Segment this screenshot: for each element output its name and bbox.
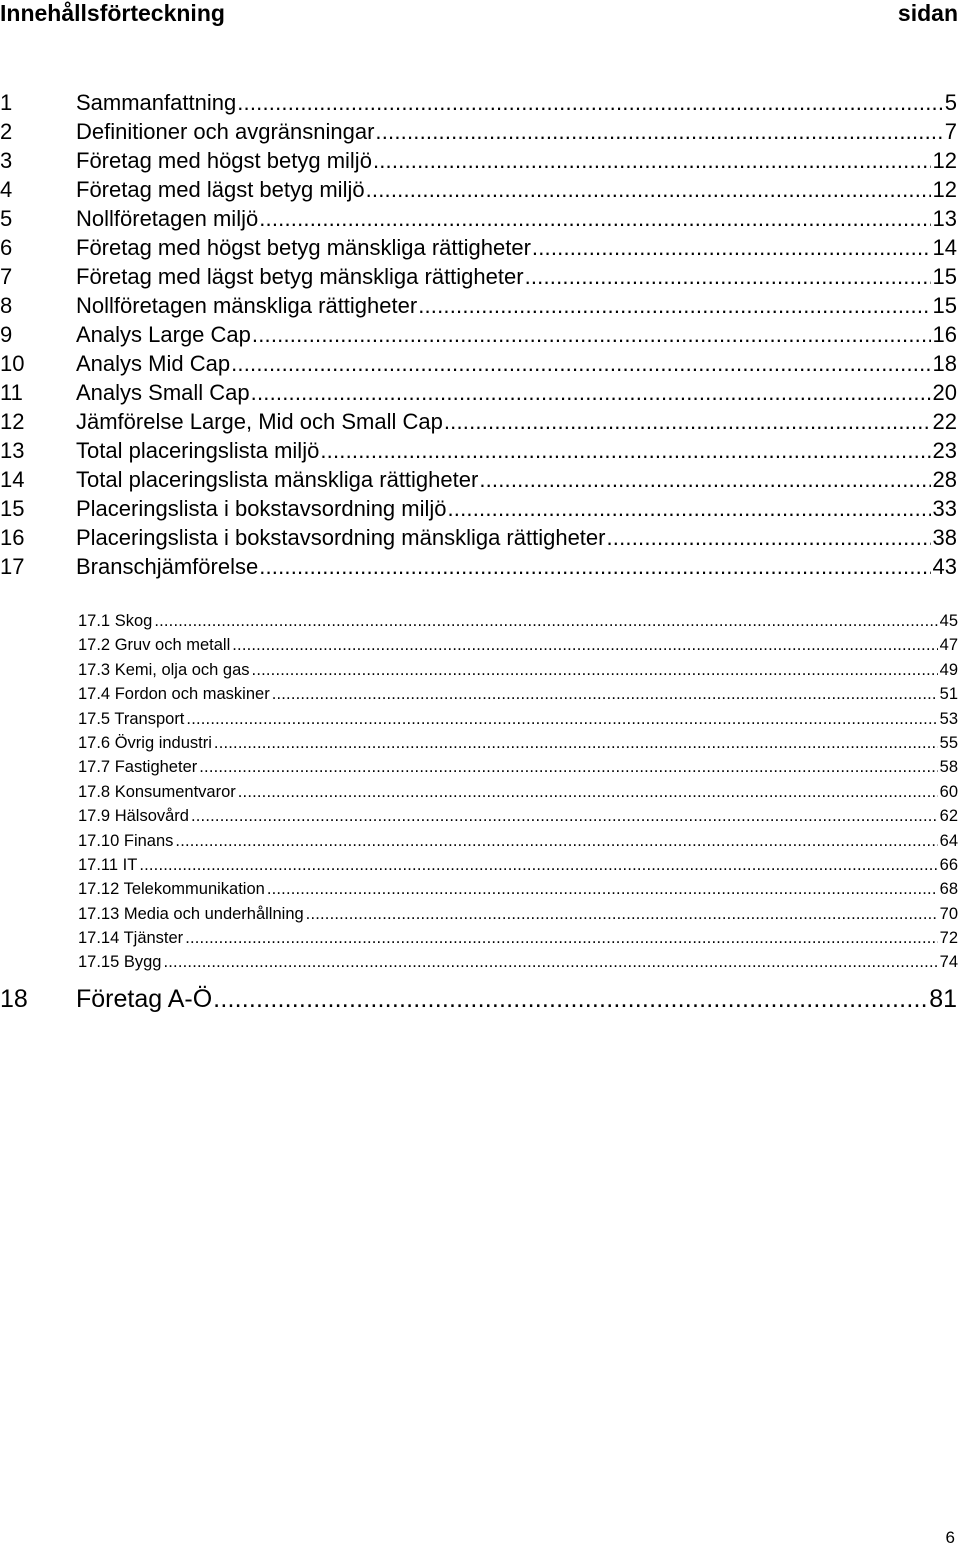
dot-leader (418, 291, 930, 320)
toc-entry-page: 43 (932, 554, 957, 579)
dot-leader (163, 950, 937, 974)
dot-leader (231, 349, 930, 378)
toc-subentry-title: 17.7 Fastigheter (78, 758, 198, 777)
toc-entry-7[interactable] (0, 262, 960, 291)
dot-leader (375, 117, 942, 146)
toc-subentry[interactable] (78, 682, 960, 706)
toc-subentry-title: 17.12 Telekommunikation (78, 880, 265, 899)
toc-entry-page: 15 (932, 264, 957, 289)
toc-subentry-page: 64 (939, 831, 958, 850)
toc-entry-15[interactable] (0, 494, 960, 523)
toc-entry-number: 1 (0, 90, 13, 115)
toc-subentry-title: 17.9 Hälsovård (78, 807, 189, 826)
dot-leader (214, 731, 938, 755)
toc-subentry-page: 60 (939, 782, 958, 801)
toc-entry-16[interactable] (0, 523, 960, 552)
dot-leader (267, 877, 938, 901)
page-column-label: sidan (897, 0, 958, 26)
toc-entry-title: Företag A-Ö (76, 985, 213, 1013)
dot-leader (232, 633, 937, 657)
toc-entry-page: 20 (932, 380, 957, 405)
toc-entry-number: 12 (0, 409, 25, 434)
toc-subentry[interactable] (78, 829, 960, 853)
toc-subentry-page: 53 (939, 709, 958, 728)
toc-subentry-page: 66 (939, 855, 958, 874)
toc-entry-title: Nollföretagen mänskliga rättigheter (76, 293, 418, 318)
toc-entry-page: 22 (932, 409, 957, 434)
toc-subentry-page: 62 (939, 807, 958, 826)
toc-heading: Innehållsförteckning (0, 0, 225, 26)
toc-subentry-title: 17.5 Transport (78, 709, 185, 728)
toc-subentry-title: 17.13 Media och underhållning (78, 904, 304, 923)
toc-entry-18[interactable] (0, 982, 960, 1016)
toc-subentry-title: 17.2 Gruv och metall (78, 636, 231, 655)
toc-entry-number: 8 (0, 293, 13, 318)
dot-leader (186, 707, 937, 731)
toc-entry-5[interactable] (0, 204, 960, 233)
toc-subentry-page: 58 (939, 758, 958, 777)
toc-entry-title: Analys Small Cap (76, 380, 250, 405)
toc-entry-title: Total placeringslista miljö (76, 438, 320, 463)
toc-entry-page: 16 (932, 322, 957, 347)
toc-entry-number: 18 (0, 985, 28, 1013)
toc-entry-1[interactable] (0, 88, 960, 117)
toc-entry-number: 10 (0, 351, 25, 376)
toc-entry-page: 12 (932, 148, 957, 173)
toc-entry-page: 33 (932, 496, 957, 521)
toc-final-entry (0, 982, 960, 1016)
toc-subentry[interactable] (78, 853, 960, 877)
toc-subentry[interactable] (78, 609, 960, 633)
dot-leader (175, 829, 937, 853)
toc-subentry-page: 47 (939, 636, 958, 655)
dot-leader (320, 436, 930, 465)
toc-entry-title: Företag med lägst betyg mänskliga rättigheter (76, 264, 524, 289)
toc-subentry[interactable] (78, 877, 960, 901)
toc-subentry[interactable] (78, 707, 960, 731)
toc-entry-number: 6 (0, 235, 13, 260)
toc-entry-title: Branschjämförelse (76, 554, 259, 579)
dot-leader (306, 902, 938, 926)
toc-entry-number: 3 (0, 148, 13, 173)
toc-entry-title: Analys Large Cap (76, 322, 251, 347)
toc-entry-number: 14 (0, 467, 25, 492)
dot-leader (191, 804, 938, 828)
toc-subentry[interactable] (78, 633, 960, 657)
toc-entry-title: Analys Mid Cap (76, 351, 231, 376)
toc-subentry-page: 55 (939, 733, 958, 752)
toc-subentry-page: 45 (939, 612, 958, 630)
toc-entry-page: 38 (932, 525, 957, 550)
toc-entry-9[interactable] (0, 320, 960, 349)
toc-entry-number: 17 (0, 554, 25, 579)
page-number: 6 (945, 1528, 955, 1547)
dot-leader (259, 552, 930, 581)
toc-subentry-title: 17.1 Skog (78, 612, 153, 630)
dot-leader (238, 780, 938, 804)
toc-subentry[interactable] (78, 804, 960, 828)
toc-entry-title: Nollföretagen miljö (76, 206, 259, 231)
toc-entry-number: 16 (0, 525, 25, 550)
toc-entry-title: Placeringslista i bokstavsordning mänskliga rättigheter (76, 525, 606, 550)
toc-entry-number: 9 (0, 322, 13, 347)
toc-entry-4[interactable] (0, 175, 960, 204)
toc-entry-14[interactable] (0, 465, 960, 494)
toc-subentry[interactable] (78, 926, 960, 950)
toc-entry-title: Total placeringslista mänskliga rättigheter (76, 467, 479, 492)
toc-entry-title: Definitioner och avgränsningar (76, 119, 375, 144)
toc-entry-page: 81 (929, 985, 957, 1013)
toc-entry-number: 7 (0, 264, 13, 289)
dot-leader (252, 320, 931, 349)
toc-main-list (0, 88, 960, 581)
toc-entry-page: 23 (932, 438, 957, 463)
toc-subentry-title: 17.4 Fordon och maskiner (78, 685, 270, 704)
toc-subentry-page: 74 (939, 953, 958, 972)
toc-entry-page: 18 (932, 351, 957, 376)
toc-subentry[interactable] (78, 755, 960, 779)
toc-entry-page: 12 (932, 177, 957, 202)
toc-entry-3[interactable] (0, 146, 960, 175)
toc-subsection-list (78, 609, 960, 975)
toc-entry-17[interactable] (0, 552, 960, 581)
toc-subentry-title: 17.8 Konsumentvaror (78, 782, 236, 801)
toc-entry-number: 15 (0, 496, 25, 521)
toc-subentry[interactable] (78, 780, 960, 804)
dot-leader (366, 175, 931, 204)
dot-leader (525, 262, 931, 291)
dot-leader (373, 146, 931, 175)
toc-header (0, 0, 958, 30)
toc-entry-title: Placeringslista i bokstavsordning miljö (76, 496, 447, 521)
dot-leader (532, 233, 931, 262)
dot-leader (139, 853, 937, 877)
dot-leader (237, 88, 943, 117)
toc-entry-number: 13 (0, 438, 25, 463)
dot-leader (272, 682, 938, 706)
dot-leader (199, 755, 937, 779)
toc-entry-number: 5 (0, 206, 13, 231)
toc-subentry-page: 72 (939, 929, 958, 948)
toc-subentry-title: 17.10 Finans (78, 831, 174, 850)
toc-entry-page: 15 (932, 293, 957, 318)
dot-leader (259, 204, 930, 233)
toc-entry-number: 11 (0, 380, 23, 405)
toc-subentry-title: 17.6 Övrig industri (78, 733, 212, 752)
dot-leader (448, 494, 931, 523)
toc-entry-12[interactable] (0, 407, 960, 436)
toc-entry-title: Företag med lägst betyg miljö (76, 177, 365, 202)
toc-entry-page: 14 (932, 235, 957, 260)
dot-leader (185, 926, 937, 950)
toc-entry-title: Jämförelse Large, Mid och Small Cap (76, 409, 443, 434)
toc-subentry-page: 51 (939, 685, 958, 704)
toc-entry-10[interactable] (0, 349, 960, 378)
toc-entry-page: 7 (944, 119, 957, 144)
toc-subentry-title: 17.14 Tjänster (78, 929, 184, 948)
toc-subentry[interactable] (78, 731, 960, 755)
toc-entry-page: 28 (932, 467, 957, 492)
toc-entry-page: 13 (932, 206, 957, 231)
toc-entry-number: 2 (0, 119, 13, 144)
dot-leader (479, 465, 930, 494)
dot-leader (213, 982, 927, 1016)
toc-entry-title: Företag med högst betyg miljö (76, 148, 372, 173)
toc-entry-page: 5 (944, 90, 957, 115)
toc-subentry[interactable] (78, 902, 960, 926)
toc-entry-2[interactable] (0, 117, 960, 146)
toc-entry-title: Sammanfattning (76, 90, 237, 115)
toc-subentry-title: 17.11 IT (78, 855, 138, 874)
toc-entry-number: 4 (0, 177, 13, 202)
toc-entry-6[interactable] (0, 233, 960, 262)
toc-entry-11[interactable] (0, 378, 960, 407)
dot-leader (154, 609, 937, 633)
toc-subentry[interactable] (78, 658, 960, 682)
toc-subentry-page: 68 (939, 880, 958, 899)
toc-subentry-page: 70 (939, 904, 958, 923)
toc-subentry-title: 17.3 Kemi, olja och gas (78, 660, 250, 679)
dot-leader (444, 407, 931, 436)
toc-entry-title: Företag med högst betyg mänskliga rättigheter (76, 235, 531, 260)
toc-subentry-page: 49 (939, 660, 958, 679)
toc-subentry-title: 17.15 Bygg (78, 953, 162, 972)
dot-leader (606, 523, 930, 552)
dot-leader (251, 378, 931, 407)
toc-entry-8[interactable] (0, 291, 960, 320)
dot-leader (252, 658, 938, 682)
toc-entry-13[interactable] (0, 436, 960, 465)
toc-subentry[interactable] (78, 950, 960, 974)
